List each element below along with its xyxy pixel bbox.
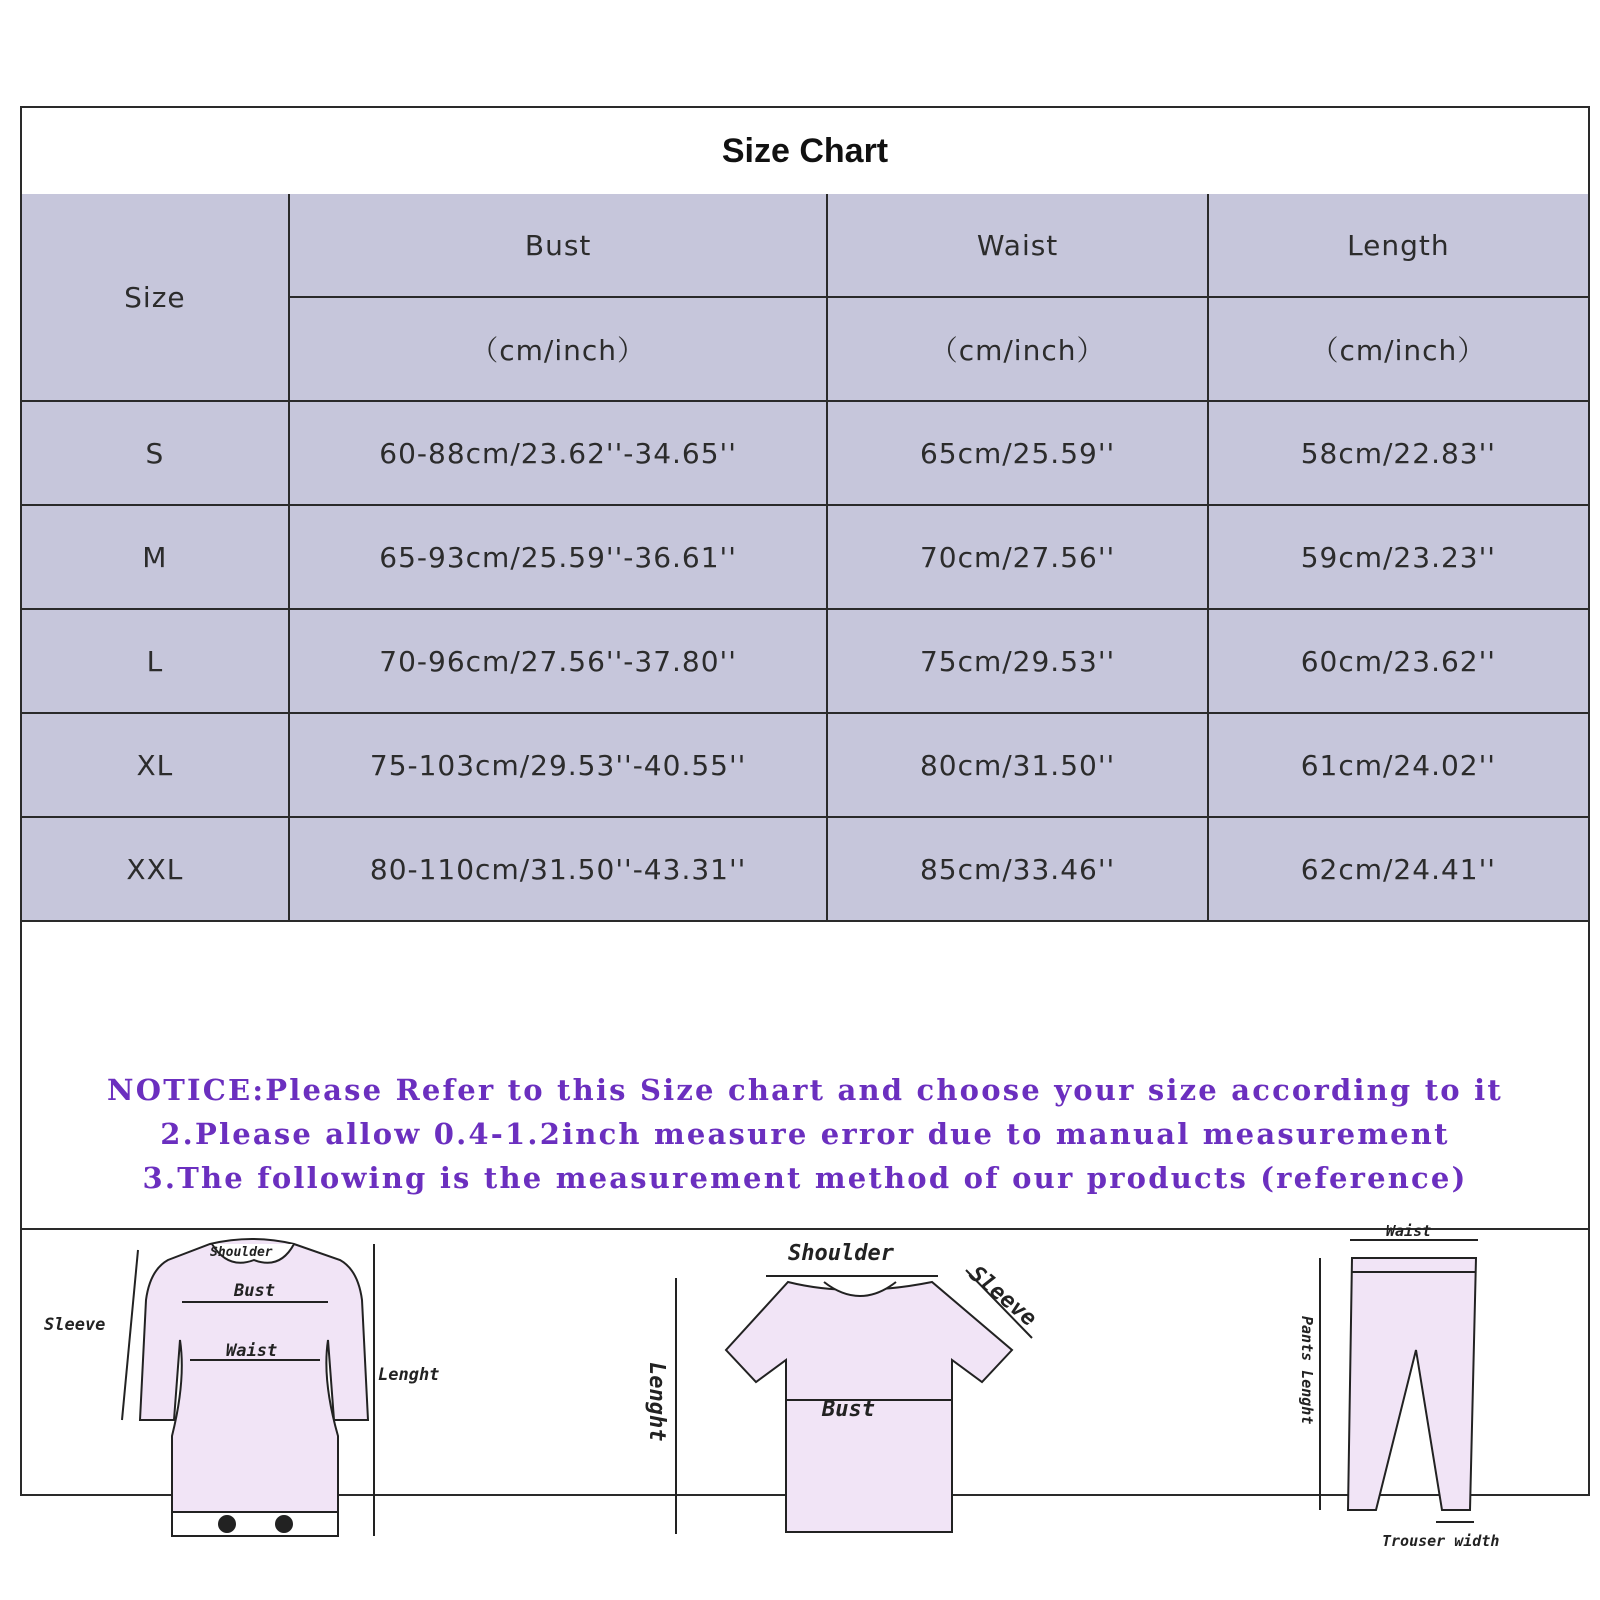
size-cell: XXL <box>22 817 289 921</box>
size-cell: XL <box>22 713 289 817</box>
bust-cell: 80-110cm/31.50''-43.31'' <box>289 817 828 921</box>
dress-length-label: Lenght <box>378 1365 440 1385</box>
length-cell: 59cm/23.23'' <box>1208 505 1588 609</box>
waist-header: Waist <box>827 194 1207 297</box>
table-row <box>22 609 1588 713</box>
size-chart-sheet <box>20 106 1590 1550</box>
bust-cell: 65-93cm/25.59''-36.61'' <box>289 505 828 609</box>
title-row <box>22 108 1588 196</box>
bust-cell: 60-88cm/23.62''-34.65'' <box>289 401 828 505</box>
length-unit: （cm/inch） <box>1208 297 1588 401</box>
length-header: Length <box>1208 194 1588 297</box>
measurement-diagrams <box>22 1222 1588 1550</box>
length-cell: 60cm/23.62'' <box>1208 609 1588 713</box>
tshirt-length-label: Lenght <box>644 1362 669 1442</box>
size-cell: L <box>22 609 289 713</box>
notice-line-3: 3.The following is the measurement method of our products (reference) <box>142 1161 1468 1195</box>
waist-unit: （cm/inch） <box>827 297 1207 401</box>
dress-sleeve-label: Sleeve <box>44 1315 106 1335</box>
size-cell: M <box>22 505 289 609</box>
header-row <box>22 194 1588 297</box>
diagrams-svg <box>22 1222 1588 1550</box>
waist-cell: 80cm/31.50'' <box>827 713 1207 817</box>
bust-cell: 70-96cm/27.56''-37.80'' <box>289 609 828 713</box>
size-cell: S <box>22 401 289 505</box>
table-row <box>22 505 1588 609</box>
dress-waist-label: Waist <box>226 1341 278 1361</box>
tshirt-bust-label: Bust <box>822 1397 875 1422</box>
dress-bust-label: Bust <box>234 1281 275 1301</box>
waist-cell: 75cm/29.53'' <box>827 609 1207 713</box>
table-row <box>22 817 1588 921</box>
pants-diagram <box>1320 1240 1478 1522</box>
pants-length-label: Pants Lenght <box>1298 1316 1316 1425</box>
length-cell: 62cm/24.41'' <box>1208 817 1588 921</box>
pants-trouser-width-label: Trouser width <box>1382 1532 1500 1550</box>
size-table <box>22 194 1588 922</box>
tshirt-sleeve-label: Sleeve <box>964 1261 1042 1332</box>
length-cell: 58cm/22.83'' <box>1208 401 1588 505</box>
page-title: Size Chart <box>721 131 889 170</box>
pants-waist-label: Waist <box>1386 1222 1432 1240</box>
waist-cell: 85cm/33.46'' <box>827 817 1207 921</box>
table-row <box>22 401 1588 505</box>
size-header: Size <box>22 194 289 401</box>
waist-cell: 70cm/27.56'' <box>827 505 1207 609</box>
dress-shoulder-label: Shoulder <box>210 1245 273 1260</box>
length-cell: 61cm/24.02'' <box>1208 713 1588 817</box>
waist-cell: 65cm/25.59'' <box>827 401 1207 505</box>
notice-line-1: NOTICE:Please Refer to this Size chart and choose your size according to it <box>107 1073 1503 1107</box>
notice-block <box>22 1040 1588 1230</box>
notice-line-2: 2.Please allow 0.4-1.2inch measure error due to manual measurement <box>160 1117 1450 1151</box>
table-row <box>22 713 1588 817</box>
bust-cell: 75-103cm/29.53''-40.55'' <box>289 713 828 817</box>
bust-header: Bust <box>289 194 828 297</box>
tshirt-shoulder-label: Shoulder <box>788 1241 894 1266</box>
bust-unit: （cm/inch） <box>289 297 828 401</box>
